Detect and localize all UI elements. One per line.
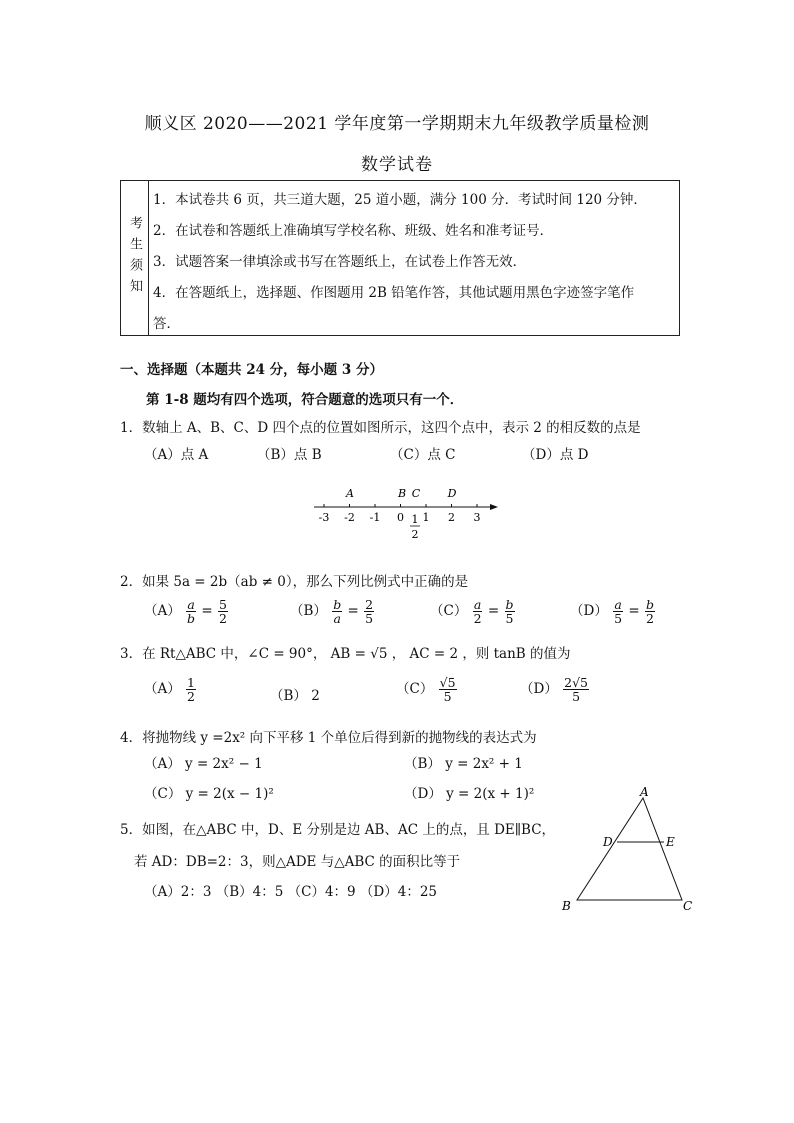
vertex-label-e: E — [666, 835, 675, 849]
q2-stem: 2．如果 5a = 2b（ab ≠ 0），那么下列比例式中正确的是 — [120, 574, 469, 590]
section-heading: 一、选择题（本题共 24 分，每小题 3 分） — [120, 362, 383, 378]
triangle-figure — [556, 782, 702, 914]
arrow-icon — [490, 504, 498, 510]
number-line-tick-label: -3 — [318, 511, 330, 524]
half-denominator: 2 — [411, 528, 419, 541]
q1-stem: 1．数轴上 A、B、C、D 四个点的位置如图所示，这四个点中，表示 2 的相反数的点是 — [120, 420, 641, 436]
number-line-tick-label: -1 — [369, 511, 381, 524]
q2-option-d: （D） $\frac{a}{5}$ = $\frac{b}{2}$ — [570, 597, 654, 627]
q3-option-c: （C） $\frac{√5}{5}$ — [396, 675, 456, 705]
point-label-a: A — [346, 487, 354, 500]
point-label-d: D — [447, 487, 457, 500]
q5-stem-line1: 5．如图，在△ABC 中，D、E 分别是边 AB、AC 上的点，且 DE∥BC， — [120, 822, 556, 838]
exam-notice-box — [120, 180, 680, 336]
number-line-tick-label: 0 — [397, 511, 404, 524]
q3-option-b: （B） 2 — [270, 688, 320, 704]
notice-rule-4: 4．在答题纸上，选择题、作图题用 2B 铅笔作答，其他试题用黑色字迹签字笔作 — [153, 285, 635, 301]
notice-label: 考生须知 — [127, 216, 142, 300]
q4-option-b: （B） y = 2x² + 1 — [404, 756, 523, 772]
q3-option-a: （A） $\frac{1}{2}$ — [144, 675, 195, 705]
number-line-figure — [300, 482, 510, 550]
half-numerator: 1 — [411, 513, 419, 526]
notice-rule-1: 1．本试卷共 6 页，共三道大题，25 道小题，满分 100 分．考试时间 120 分钟． — [153, 192, 647, 208]
q2-option-a: （A） $\frac{a}{b}$ = $\frac{5}{2}$ — [144, 597, 227, 627]
q2-option-c: （C） $\frac{a}{2}$ = $\frac{b}{5}$ — [430, 597, 514, 627]
q1-option-a: （A）点 A — [144, 447, 209, 463]
notice-label-cell — [121, 181, 149, 335]
number-line-tick-label: -2 — [344, 511, 355, 524]
q3-option-d: （D） $\frac{2√5}{5}$ — [520, 675, 588, 705]
vertex-label-a: A — [640, 785, 649, 799]
point-label-b: B — [397, 487, 407, 500]
vertex-label-d: D — [603, 835, 613, 849]
q5-stem-line2: 若 AD：DB=2：3，则△ADE 与△ABC 的面积比等于 — [134, 854, 461, 870]
q1-option-c: （C）点 C — [390, 447, 456, 463]
notice-rule-3: 3．试题答案一律填涂或书写在答题纸上，在试卷上作答无效． — [153, 254, 527, 270]
triangle-abc — [577, 798, 682, 900]
q4-stem: 4．将抛物线 y =2x² 向下平移 1 个单位后得到新的抛物线的表达式为 — [120, 730, 537, 746]
q4-option-a: （A） y = 2x² − 1 — [144, 756, 263, 772]
q4-option-d: （D） y = 2(x + 1)² — [404, 786, 535, 802]
vertex-label-c: C — [683, 899, 693, 913]
q5-options: （A）2：3 （B）4：5 （C）4：9 （D）4：25 — [144, 884, 437, 900]
number-line-tick-label: 1 — [422, 511, 430, 524]
number-line-tick-label: 3 — [473, 511, 481, 524]
q1-option-b: （B）点 B — [257, 447, 322, 463]
vertex-label-b: B — [562, 899, 571, 913]
point-label-c: C — [411, 487, 421, 500]
notice-rule-5: 答． — [153, 316, 180, 332]
q1-option-d: （D）点 D — [522, 447, 589, 463]
page-title: 顺义区 2020——2021 学年度第一学期期末九年级教学质量检测 — [144, 114, 650, 134]
notice-rule-2: 2．在试卷和答题纸上准确填写学校名称、班级、姓名和准考证号． — [153, 223, 554, 239]
q2-option-b: （B） $\frac{b}{a}$ = $\frac{2}{5}$ — [290, 597, 374, 627]
q3-stem: 3．在 Rt△ABC 中，∠C = 90°， AB = √5 ， AC = 2 ，则 tanB 的值为 — [120, 646, 571, 662]
number-line-tick-label: 2 — [448, 511, 455, 524]
page-subtitle: 数学试卷 — [361, 155, 433, 175]
section-instruction: 第 1-8 题均有四个选项，符合题意的选项只有一个． — [146, 392, 464, 408]
q4-option-c: （C） y = 2(x − 1)² — [144, 786, 274, 802]
